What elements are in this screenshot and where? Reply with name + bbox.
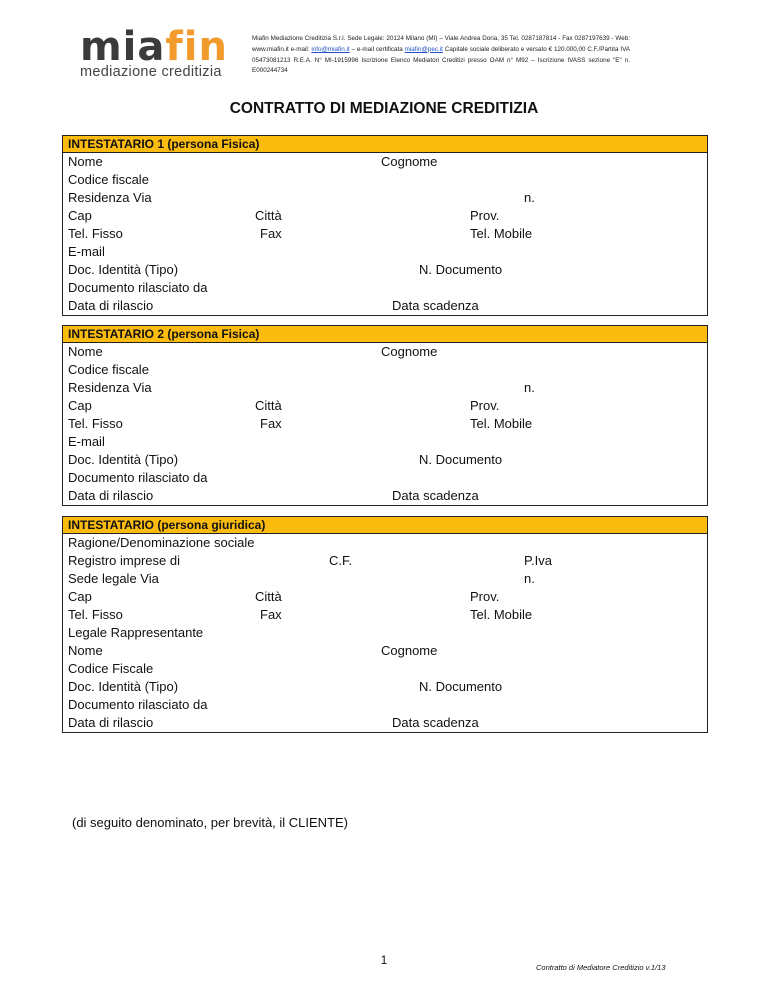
email-link[interactable]: info@miafin.it bbox=[311, 45, 350, 53]
data-scadenza-field[interactable]: Data scadenza bbox=[392, 715, 479, 730]
document-version: Contratto di Mediatore Creditizio v.1/13 bbox=[536, 963, 666, 972]
rilasciato-da-field[interactable]: Documento rilasciato da bbox=[68, 697, 208, 712]
cf-field[interactable]: C.F. bbox=[329, 553, 353, 568]
nome-field[interactable]: Nome bbox=[68, 154, 103, 169]
fax-field[interactable]: Fax bbox=[260, 607, 282, 622]
sede-legale-field[interactable]: Sede legale Via bbox=[68, 571, 159, 586]
citta-field[interactable]: Città bbox=[255, 208, 282, 223]
field-row bbox=[63, 189, 707, 207]
tel-mobile-field[interactable]: Tel. Mobile bbox=[470, 416, 533, 431]
form-fields bbox=[62, 343, 708, 506]
nome-field[interactable]: Nome bbox=[68, 643, 103, 658]
data-scadenza-field[interactable]: Data scadenza bbox=[392, 488, 479, 503]
doc-tipo-field[interactable]: Doc. Identità (Tipo) bbox=[68, 679, 179, 694]
tel-mobile-field[interactable]: Tel. Mobile bbox=[470, 607, 533, 622]
company-info-text: Capitale sociale deliberato e versato € 120.000,00 C.F./Partita IVA 05473081213 R.E.A. N° MI-1915996 Iscrizione Elenco Mediatori Creditizi presso OAM n° M92 – Iscrizione IVASS sezione "E" n. E000244734 bbox=[252, 45, 630, 75]
cap-field[interactable]: Cap bbox=[68, 208, 92, 223]
cognome-field[interactable]: Cognome bbox=[381, 154, 438, 169]
doc-tipo-field[interactable]: Doc. Identità (Tipo) bbox=[68, 452, 179, 467]
prov-field[interactable]: Prov. bbox=[470, 589, 500, 604]
logo-wordmark bbox=[80, 24, 240, 70]
field-row bbox=[63, 487, 707, 505]
n-documento-field[interactable]: N. Documento bbox=[419, 262, 503, 277]
email-field[interactable]: E-mail bbox=[68, 244, 105, 259]
codice-fiscale-field[interactable]: Codice fiscale bbox=[68, 362, 149, 377]
company-info bbox=[252, 34, 630, 77]
cap-field[interactable]: Cap bbox=[68, 589, 92, 604]
field-row bbox=[63, 297, 707, 315]
field-row bbox=[63, 660, 707, 678]
company-info-text: – e-mail certificata bbox=[349, 45, 405, 53]
ragione-sociale-field[interactable]: Ragione/Denominazione sociale bbox=[68, 535, 255, 550]
tel-fisso-field[interactable]: Tel. Fisso bbox=[68, 416, 123, 431]
codice-fiscale-field[interactable]: Codice fiscale bbox=[68, 172, 149, 187]
data-rilascio-field[interactable]: Data di rilascio bbox=[68, 298, 154, 313]
citta-field[interactable]: Città bbox=[255, 589, 282, 604]
intestatario-2-form bbox=[62, 325, 708, 506]
legale-rappresentante-label: Legale Rappresentante bbox=[68, 625, 204, 640]
field-row bbox=[63, 261, 707, 279]
email-field[interactable]: E-mail bbox=[68, 434, 105, 449]
field-row bbox=[63, 225, 707, 243]
field-row bbox=[63, 469, 707, 487]
prov-field[interactable]: Prov. bbox=[470, 398, 500, 413]
cap-field[interactable]: Cap bbox=[68, 398, 92, 413]
field-row bbox=[63, 534, 707, 552]
field-row bbox=[63, 153, 707, 171]
field-row bbox=[63, 696, 707, 714]
logo-text-mia: mia bbox=[80, 24, 166, 70]
field-row bbox=[63, 570, 707, 588]
fax-field[interactable]: Fax bbox=[260, 226, 282, 241]
field-row bbox=[63, 379, 707, 397]
fax-field[interactable]: Fax bbox=[260, 416, 282, 431]
field-row bbox=[63, 171, 707, 189]
n-documento-field[interactable]: N. Documento bbox=[419, 452, 503, 467]
pec-link[interactable]: miafin@pec.it bbox=[404, 45, 443, 53]
residenza-field[interactable]: Residenza Via bbox=[68, 380, 152, 395]
logo-tagline: mediazione creditizia bbox=[80, 64, 222, 80]
section-header: INTESTATARIO 1 (persona Fisica) bbox=[62, 135, 708, 153]
field-row bbox=[63, 361, 707, 379]
field-row bbox=[63, 243, 707, 261]
field-row bbox=[63, 678, 707, 696]
data-scadenza-field[interactable]: Data scadenza bbox=[392, 298, 479, 313]
field-row bbox=[63, 642, 707, 660]
form-fields bbox=[62, 153, 708, 316]
codice-fiscale-field[interactable]: Codice Fiscale bbox=[68, 661, 154, 676]
numero-civico-field[interactable]: n. bbox=[524, 380, 535, 395]
company-info-text: Miafin Mediazione Creditizia S.r.l. Sede Legale: 20124 Milano (MI) – Viale Andrea Doria, 35 Tel. 0287187814 - Fax 0287197639 - Web: www.miafin.it e-mail: bbox=[252, 35, 630, 53]
cognome-field[interactable]: Cognome bbox=[381, 643, 438, 658]
residenza-field[interactable]: Residenza Via bbox=[68, 190, 152, 205]
document-title: CONTRATTO DI MEDIAZIONE CREDITIZIA bbox=[229, 100, 539, 117]
tel-mobile-field[interactable]: Tel. Mobile bbox=[470, 226, 533, 241]
field-row bbox=[63, 415, 707, 433]
page-number: 1 bbox=[380, 953, 388, 967]
persona-giuridica-form bbox=[62, 516, 708, 733]
field-row bbox=[63, 207, 707, 225]
registro-imprese-field[interactable]: Registro imprese di bbox=[68, 553, 180, 568]
data-rilascio-field[interactable]: Data di rilascio bbox=[68, 715, 154, 730]
section-header: INTESTATARIO 2 (persona Fisica) bbox=[62, 325, 708, 343]
rilasciato-da-field[interactable]: Documento rilasciato da bbox=[68, 470, 208, 485]
field-row bbox=[63, 433, 707, 451]
field-row bbox=[63, 343, 707, 361]
doc-tipo-field[interactable]: Doc. Identità (Tipo) bbox=[68, 262, 179, 277]
piva-field[interactable]: P.Iva bbox=[524, 553, 552, 568]
company-logo bbox=[80, 24, 240, 80]
field-row bbox=[63, 714, 707, 732]
cliente-note: (di seguito denominato, per brevità, il CLIENTE) bbox=[72, 815, 349, 830]
tel-fisso-field[interactable]: Tel. Fisso bbox=[68, 226, 123, 241]
data-rilascio-field[interactable]: Data di rilascio bbox=[68, 488, 154, 503]
logo-text-fin: fin bbox=[165, 24, 228, 70]
field-row bbox=[63, 279, 707, 297]
prov-field[interactable]: Prov. bbox=[470, 208, 500, 223]
field-row bbox=[63, 606, 707, 624]
n-documento-field[interactable]: N. Documento bbox=[419, 679, 503, 694]
form-fields bbox=[62, 534, 708, 733]
numero-civico-field[interactable]: n. bbox=[524, 571, 535, 586]
rilasciato-da-field[interactable]: Documento rilasciato da bbox=[68, 280, 208, 295]
tel-fisso-field[interactable]: Tel. Fisso bbox=[68, 607, 123, 622]
numero-civico-field[interactable]: n. bbox=[524, 190, 535, 205]
nome-field[interactable]: Nome bbox=[68, 344, 103, 359]
section-header: INTESTATARIO (persona giuridica) bbox=[62, 516, 708, 534]
intestatario-1-form bbox=[62, 135, 708, 316]
field-row bbox=[63, 588, 707, 606]
field-row bbox=[63, 624, 707, 642]
citta-field[interactable]: Città bbox=[255, 398, 282, 413]
field-row bbox=[63, 397, 707, 415]
field-row bbox=[63, 451, 707, 469]
cognome-field[interactable]: Cognome bbox=[381, 344, 438, 359]
field-row bbox=[63, 552, 707, 570]
